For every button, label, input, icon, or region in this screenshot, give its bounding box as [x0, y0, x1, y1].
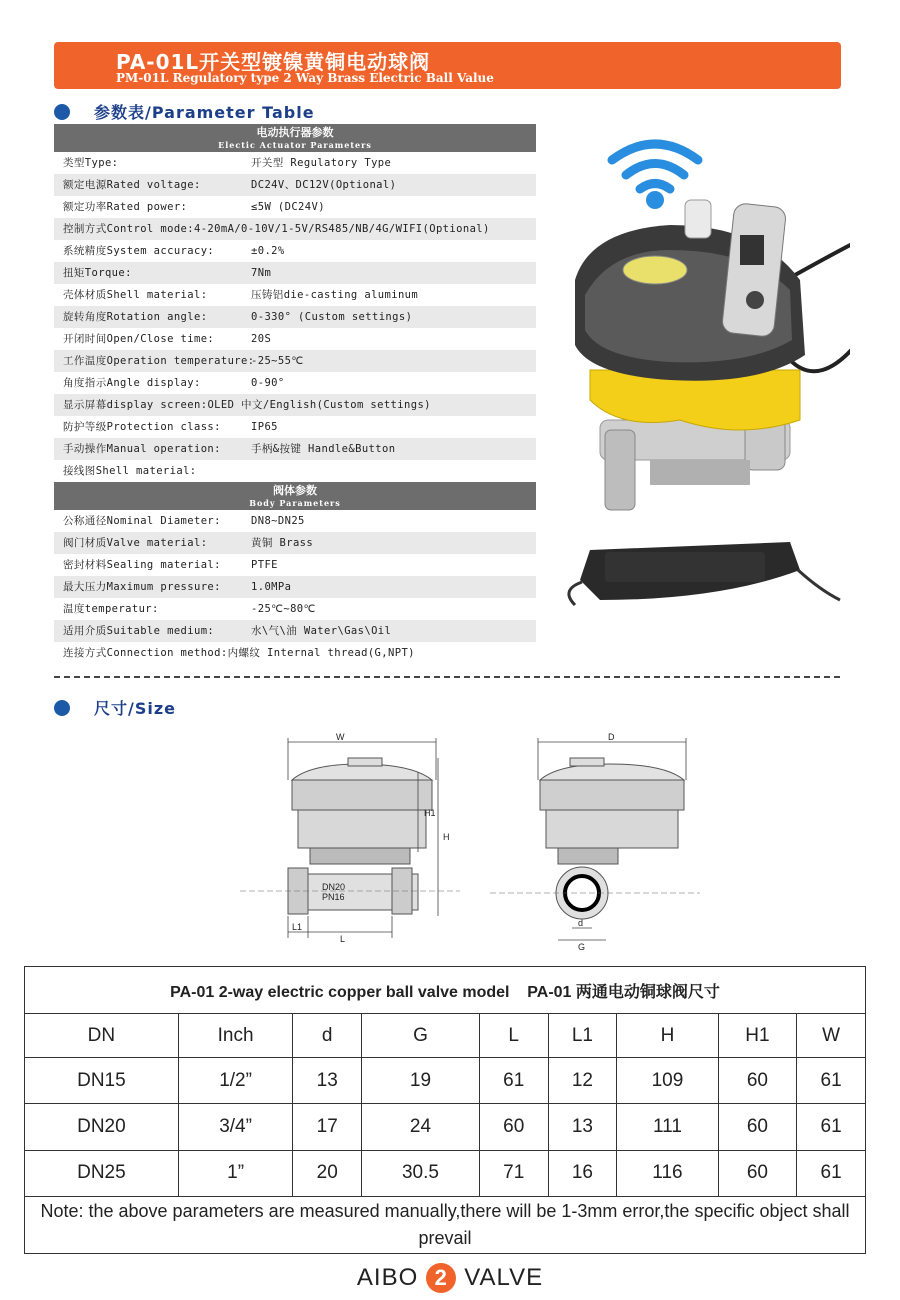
actuator-param-value: IP65	[251, 421, 278, 433]
size-table-cell: DN25	[25, 1150, 179, 1196]
actuator-param-label: 角度指示Angle display:	[63, 377, 201, 389]
size-table-cell: 13	[548, 1104, 617, 1150]
dim-label-l1: L1	[292, 922, 303, 932]
size-table-cell: 111	[617, 1104, 718, 1150]
actuator-param-value: 7Nm	[251, 267, 272, 279]
actuator-param-value: 开关型 Regulatory Type	[251, 157, 392, 169]
actuator-param-value: DC24V、DC12V(Optional)	[251, 179, 397, 191]
actuator-param-row	[54, 218, 536, 240]
body-param-row	[54, 642, 536, 664]
body-param-value: -25℃~80℃	[251, 603, 316, 615]
size-table-cell: 13	[293, 1058, 362, 1104]
page-title: PA-01L开关型镀镍黄铜电动球阀	[116, 50, 431, 74]
dim-label-h1: H1	[424, 808, 436, 818]
actuator-band	[54, 124, 536, 152]
actuator-param-row	[54, 416, 536, 438]
body-param-label-text: 连接方式Connection method:	[63, 647, 228, 659]
size-table-cell: 12	[548, 1058, 617, 1104]
body-band-cn: 阀体参数	[273, 484, 317, 497]
dim-label-g: G	[578, 942, 586, 950]
size-table-header: H	[617, 1014, 718, 1058]
parameter-table	[54, 124, 536, 664]
body-param-value: 黄铜 Brass	[251, 537, 314, 549]
dim-label-pn: PN16	[322, 892, 345, 902]
size-table-header: H1	[718, 1014, 796, 1058]
size-table-header: L	[479, 1014, 548, 1058]
body-param-value: 内螺纹 Internal thread(G,NPT)	[227, 647, 415, 659]
actuator-param-value: ±0.2%	[251, 245, 285, 257]
actuator-param-row	[54, 262, 536, 284]
size-table-cell: 61	[479, 1058, 548, 1104]
actuator-param-row	[54, 284, 536, 306]
body-param-label	[63, 642, 415, 664]
actuator-param-row	[54, 174, 536, 196]
actuator-band-cn: 电动执行器参数	[256, 126, 334, 139]
actuator-param-label: 类型Type:	[63, 157, 119, 169]
size-table-cell: 61	[797, 1104, 866, 1150]
dim-label-d-top: D	[608, 732, 615, 742]
size-section-heading	[54, 696, 176, 719]
dim-label-w: W	[336, 732, 345, 742]
actuator-param-row	[54, 152, 536, 174]
page-subtitle: PM-01L Regulatory type 2 Way Brass Electric Ball Value	[116, 71, 494, 85]
actuator-param-row	[54, 372, 536, 394]
size-table	[24, 966, 866, 1254]
dim-label-d: d	[578, 918, 584, 928]
body-param-label: 温度temperatur:	[63, 603, 159, 615]
actuator-param-value: OLED 中文/English(Custom settings)	[207, 399, 431, 411]
size-table-caption-cn: PA-01 两通电动铜球阀尺寸	[527, 983, 720, 1001]
size-table-cell: 24	[362, 1104, 480, 1150]
actuator-param-row	[54, 460, 536, 482]
actuator-param-row	[54, 328, 536, 350]
param-section-title: 参数表/Parameter Table	[94, 103, 315, 122]
dimension-drawing	[240, 720, 710, 950]
actuator-param-value: ≤5W (DC24V)	[251, 201, 325, 213]
size-table-cell: 16	[548, 1150, 617, 1196]
body-param-row	[54, 510, 536, 532]
size-table-cell: 60	[718, 1150, 796, 1196]
title-bar	[54, 42, 841, 89]
actuator-param-row	[54, 240, 536, 262]
footer-brand-left: AIBO	[356, 1264, 419, 1291]
footer-brand-number: 2	[426, 1263, 456, 1293]
dim-label-l: L	[340, 934, 346, 944]
size-table-header: Inch	[178, 1014, 293, 1058]
actuator-param-label: 额定电源Rated voltage:	[63, 179, 201, 191]
actuator-param-label: 接线图Shell material:	[63, 465, 197, 477]
body-param-value: 1.0MPa	[251, 581, 292, 593]
table-row	[25, 1058, 866, 1104]
actuator-param-value: 压铸铝die-casting aluminum	[251, 289, 419, 301]
actuator-param-value: -25~55℃	[251, 355, 304, 367]
body-band-en: Body Parameters	[249, 498, 341, 508]
actuator-band-en: Electic Actuator Parameters	[218, 140, 372, 150]
dim-label-h: H	[443, 832, 450, 842]
body-param-row	[54, 532, 536, 554]
table-row	[25, 1150, 866, 1196]
size-table-cell: 17	[293, 1104, 362, 1150]
size-table-cell: 61	[797, 1150, 866, 1196]
body-param-row	[54, 554, 536, 576]
footer-brand-right: VALVE	[464, 1264, 544, 1291]
size-table-cell: 116	[617, 1150, 718, 1196]
size-table-header: DN	[25, 1014, 179, 1058]
actuator-param-label: 工作温度Operation temperature:	[63, 355, 255, 367]
size-table-header: W	[797, 1014, 866, 1058]
body-param-row	[54, 576, 536, 598]
bullet-icon	[54, 700, 70, 716]
size-section-title: 尺寸/Size	[94, 699, 177, 718]
body-param-label: 最大压力Maximum pressure:	[63, 581, 221, 593]
size-table-cell: 20	[293, 1150, 362, 1196]
size-table-cell: 60	[479, 1104, 548, 1150]
actuator-param-row	[54, 350, 536, 372]
actuator-param-value: 0-90°	[251, 377, 285, 389]
param-section-heading	[54, 100, 315, 123]
actuator-param-label-text: 控制方式Control mode:	[63, 223, 194, 235]
actuator-param-row	[54, 196, 536, 218]
actuator-param-label-text: 显示屏幕display screen:	[63, 399, 208, 411]
body-param-label: 公称通径Nominal Diameter:	[63, 515, 221, 527]
size-table-cell: 19	[362, 1058, 480, 1104]
size-table-cell: 30.5	[362, 1150, 480, 1196]
size-table-cell: 61	[797, 1058, 866, 1104]
body-param-row	[54, 620, 536, 642]
product-photo	[560, 130, 850, 620]
actuator-param-value: 4-20mA/0-10V/1-5V/RS485/NB/4G/WIFI(Optional)	[193, 223, 490, 235]
size-table-cell: DN20	[25, 1104, 179, 1150]
body-band	[54, 482, 536, 510]
size-table-cell: 71	[479, 1150, 548, 1196]
size-table-cell: 1”	[178, 1150, 293, 1196]
size-table-cell: 60	[718, 1104, 796, 1150]
actuator-param-label: 额定功率Rated power:	[63, 201, 188, 213]
body-param-label: 阀门材质Valve material:	[63, 537, 208, 549]
size-table-caption-en: PA-01 2-way electric copper ball valve model	[170, 983, 510, 1001]
body-param-row	[54, 598, 536, 620]
size-table-header: d	[293, 1014, 362, 1058]
size-table-cell: 60	[718, 1058, 796, 1104]
actuator-param-row	[54, 438, 536, 460]
actuator-param-label: 旋转角度Rotation angle:	[63, 311, 208, 323]
size-table-caption	[25, 967, 866, 1014]
footer-brand	[0, 1261, 900, 1295]
wifi-icon	[612, 144, 698, 209]
actuator-param-label: 开闭时间Open/Close time:	[63, 333, 215, 345]
size-table-cell: DN15	[25, 1058, 179, 1104]
dim-label-dn: DN20	[322, 882, 346, 892]
body-param-value: 水\气\油 Water\Gas\Oil	[251, 625, 392, 637]
actuator-param-label: 系统精度System accuracy:	[63, 245, 215, 257]
actuator-param-label	[63, 394, 431, 416]
bullet-icon	[54, 104, 70, 120]
actuator-param-label: 扭矩Torque:	[63, 267, 132, 279]
size-table-header: L1	[548, 1014, 617, 1058]
actuator-param-value: 20S	[251, 333, 272, 345]
body-param-value: PTFE	[251, 559, 278, 571]
size-table-header: G	[362, 1014, 480, 1058]
actuator-param-row	[54, 394, 536, 416]
actuator-param-value: 0-330° (Custom settings)	[251, 311, 413, 323]
actuator-param-label	[63, 218, 490, 240]
size-table-cell: 3/4”	[178, 1104, 293, 1150]
body-param-label: 密封材料Sealing material:	[63, 559, 221, 571]
actuator-param-value: 手柄&按键 Handle&Button	[251, 443, 396, 455]
actuator-param-row	[54, 306, 536, 328]
body-param-label: 适用介质Suitable medium:	[63, 625, 215, 637]
actuator-param-label: 防护等级Protection class:	[63, 421, 221, 433]
section-divider	[54, 676, 840, 678]
table-row	[25, 1104, 866, 1150]
size-table-cell: 109	[617, 1058, 718, 1104]
actuator-param-label: 壳体材质Shell material:	[63, 289, 208, 301]
body-param-value: DN8~DN25	[251, 515, 305, 527]
size-table-cell: 1/2”	[178, 1058, 293, 1104]
size-table-note: Note: the above parameters are measured manually,there will be 1-3mm error,the specific object shall prevail	[25, 1196, 866, 1253]
actuator-param-label: 手动操作Manual operation:	[63, 443, 221, 455]
